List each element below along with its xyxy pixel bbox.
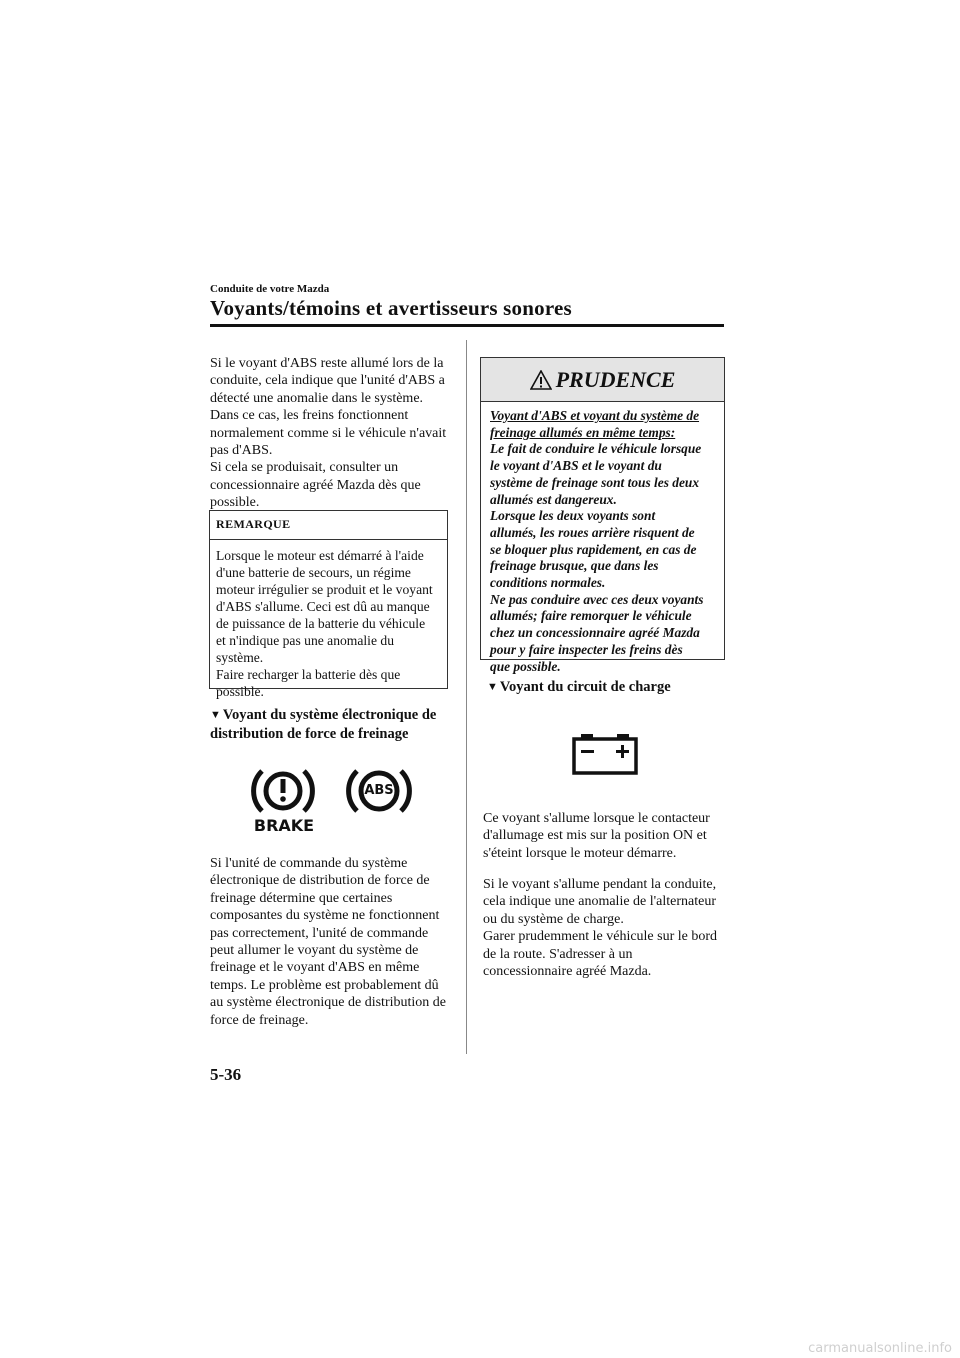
charge-heading: Voyant du circuit de charge (499, 679, 671, 695)
abs-paragraph: Si le voyant d'ABS reste allumé lors de la conduite, cela indique que l'unité d'ABS a détecté une anomalie dans le système. Dans ce cas, les freins fonctionnent normalement comme si le véhicule n'avait pas d'ABS. Si cela se produisait, consulter un concessionnaire agréé Mazda dès que possible. (210, 356, 447, 511)
caution-header (481, 358, 724, 402)
page-number: 5-36 (210, 1065, 242, 1084)
warning-triangle-icon (530, 370, 552, 390)
brake-warning-icon (240, 758, 320, 838)
charge-paragraph-1: Ce voyant s'allume lorsque le contacteur d'allumage est mis sur la position ON et s'éteint lorsque le moteur démarre. (483, 811, 710, 861)
watermark: carmanualsonline.info (808, 1341, 952, 1356)
caution-body: Le fait de conduire le véhicule lorsque le voyant d'ABS et le voyant du système de freinage sont tous les deux allumés est dangereux. Lorsque les deux voyants sont allumés, les roues arrière risquent de se bloquer plus rapidement, en cas de freinage brusque, que dans les conditions normales. Ne pas conduire avec ces deux voyants allumés; faire remorquer le véhicule chez un concessionnaire agréé Mazda pour y faire inspecter les freins dès que possible. (490, 441, 704, 674)
ebd-heading-block (210, 706, 465, 743)
caution-box (480, 357, 725, 674)
battery-icon (572, 733, 638, 775)
chapter-title: Voyants/témoins et avertisseurs sonores (210, 296, 572, 320)
triangle-down-icon: ▼ (487, 681, 498, 693)
charge-heading-block (487, 678, 727, 697)
ebd-heading: Voyant du système électronique de distribution de force de freinage (210, 707, 437, 742)
charge-paragraph-2: Si le voyant s'allume pendant la conduite, cela indique une anomalie de l'alternateur ou du système de charge. Garer prudemment le véhicule sur le bord de la route. S'adresser à un concessionnaire agréé Mazda. (483, 877, 718, 980)
note-body: Lorsque le moteur est démarré à l'aide d'une batterie de secours, un régime moteur irrégulier se produit et le voyant d'ABS s'allume. Ceci est dû au manque de puissance de la batterie du véhicule et n'indique pas une anomalie du système. Faire recharger la batterie dès que possible. (216, 548, 433, 699)
note-header (210, 511, 447, 540)
note-title: REMARQUE (216, 517, 291, 531)
triangle-down-icon: ▼ (210, 709, 221, 721)
caution-body-block (490, 408, 724, 675)
section-label: Conduite de votre Mazda (210, 283, 330, 295)
abs-icon-label: ABS (364, 783, 394, 798)
abs-warning-icon (342, 758, 416, 818)
caution-subtitle: Voyant d'ABS et voyant du système de freinage allumés en même temps: (490, 408, 700, 440)
brake-icon-label: BRAKE (253, 816, 315, 835)
header-rule (210, 324, 724, 327)
note-box (209, 510, 448, 699)
ebd-paragraph: Si l'unité de commande du système électronique de distribution de force de freinage détermine que certaines composantes du système ne fonctionnent pas correctement, l'unité de commande peut allumer le voyant du système de freinage et le voyant d'ABS en même temps. Le problème est probablement dû au système électronique de distribution de force de freinage. (210, 856, 446, 1028)
caution-title: PRUDENCE (555, 367, 676, 392)
column-divider (466, 340, 467, 1054)
